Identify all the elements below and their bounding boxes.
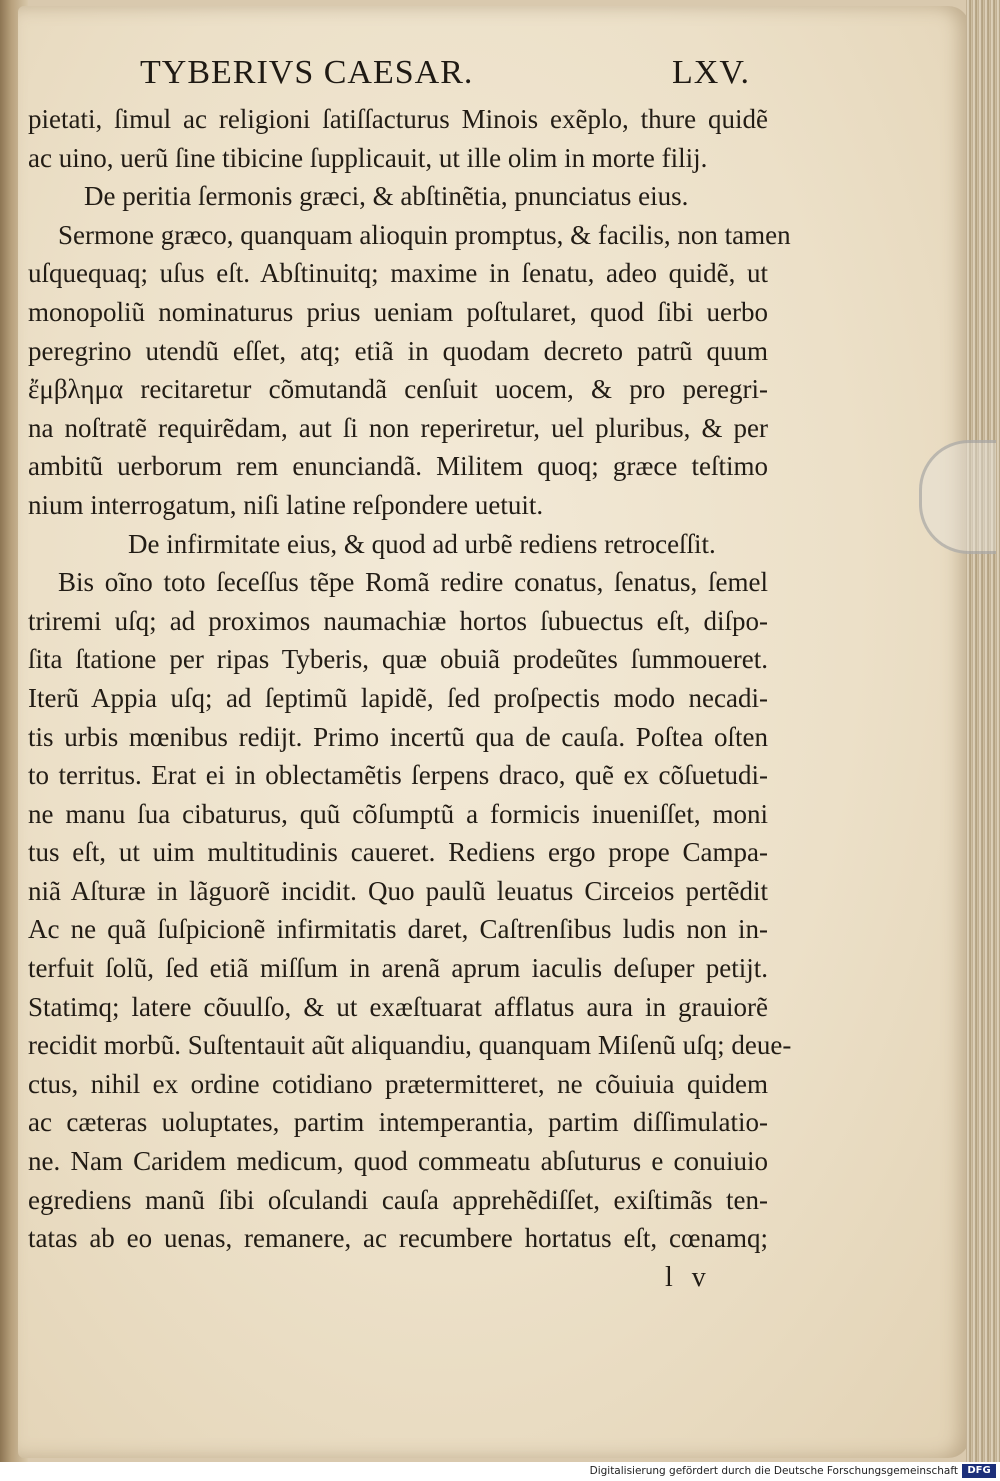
text-line: nium interrogatum, niſi latine reſpondere uetuit. [28, 489, 544, 520]
text-line: terfuit ſolũ, ſed etiã miſſum in arenã aprum iaculis deſuper petijt. [28, 953, 768, 984]
text-line: tis urbis mœnibus redijt. Primo incertũ qua de cauſa. Poſtea oſten [28, 721, 768, 752]
text-line: na noſtratẽ requirẽdam, aut ſi non reperiretur, uel pluribus, & per [28, 412, 768, 443]
text-line: uſquequaq; uſus eſt. Abſtinuitq; maxime in ſenatu, adeo quidẽ, ut [28, 258, 768, 289]
page-clip-tab [919, 440, 996, 554]
text-line: to territus. Erat ei in oblectamẽtis ſerpens draco, quẽ ex cõſuetudi- [28, 760, 768, 791]
signature-mark: l v [665, 1262, 712, 1293]
text-line: Sermone græco, quanquam alioquin promptus, & facilis, non tamen [58, 219, 791, 250]
folio-number: LXV. [672, 54, 750, 91]
text-line: niã Aſturæ in lãguorẽ incidit. Quo paulũ leuatus Circeios pertẽdit [28, 875, 768, 906]
text-line: ne. Nam Caridem medicum, quod commeatu abſuturus e conuiuio [28, 1146, 768, 1177]
text-line: tus eſt, ut uim multitudinis caueret. Rediens ergo prope Campa- [28, 837, 768, 868]
text-line: ac uino, uerũ ſine tibicine ſupplicauit, ut ille olim in morte filij. [28, 142, 708, 173]
text-line: Iterũ Appia uſq; ad ſeptimũ lapidẽ, ſed proſpectis modo necadi- [28, 682, 768, 713]
body-text [28, 100, 792, 1258]
footer-bar [0, 1462, 1000, 1481]
text-line: peregrino utendũ eſſet, atq; etiã in quodam decreto patrũ quum [28, 335, 768, 366]
text-line: ambitũ uerborum rem enunciandã. Militem quoq; græce teſtimo [28, 451, 768, 482]
text-line: Bis oĩno toto ſeceſſus tẽpe Romã redire conatus, ſenatus, ſemel [58, 567, 768, 598]
text-line: recidit morbũ. Suſtentauit aũt aliquandiu, quanquam Miſenũ uſq; deue- [28, 1030, 792, 1061]
text-line: Statimq; latere cõuulſo, & ut exæſtuarat afflatus aura in grauiorẽ [28, 991, 768, 1022]
page-header [140, 54, 750, 98]
dfg-logo-icon: DFG [962, 1464, 996, 1478]
running-head: TYBERIVS CAESAR. [140, 54, 474, 91]
text-line: monopoliũ nominaturus prius ueniam poſtularet, quod ſibi uerbo [28, 296, 768, 327]
funding-credit: Digitalisierung gefördert durch die Deutsche Forschungsgemeinschaft [589, 1465, 958, 1477]
text-line: tatas ab eo uenas, remanere, ac recumbere hortatus eſt, cœnamq; [28, 1223, 768, 1254]
page-fore-edge [966, 0, 1000, 1462]
text-line: ne manu ſua cibaturus, quũ cõſumptũ a formicis inueniſſet, moni [28, 798, 768, 829]
text-line: ctus, nihil ex ordine cotidiano prætermitteret, ne cõuiuia quidem [28, 1068, 768, 1099]
text-line: triremi uſq; ad proximos naumachiæ hortos ſubuectus eſt, diſpo- [28, 605, 768, 636]
text-line: ſita ſtatione per ripas Tyberis, quæ obuiã prodeũtes ſummoueret. [28, 644, 768, 675]
text-line: egrediens manũ ſibi oſculandi cauſa apprehẽdiſſet, exiſtimãs ten- [28, 1184, 768, 1215]
text-line: ἔμβλημα recitaretur cõmutandã cenſuit uocem, & pro peregri- [28, 374, 768, 405]
text-line: Ac ne quã ſuſpicionẽ infirmitatis daret, Caſtrenſibus ludis non in- [28, 914, 768, 945]
text-line: ac cæteras uoluptates, partim intemperantia, partim diſſimulatio- [28, 1107, 768, 1138]
text-line: pietati, ſimul ac religioni ſatiſſacturus Minois exẽplo, thure quidẽ [28, 104, 768, 134]
section-heading: De infirmitate eius, & quod ad urbẽ rediens retroceſſit. [128, 528, 716, 559]
section-heading: De peritia ſermonis græci, & abſtinẽtia, pnunciatus eius. [84, 181, 689, 212]
